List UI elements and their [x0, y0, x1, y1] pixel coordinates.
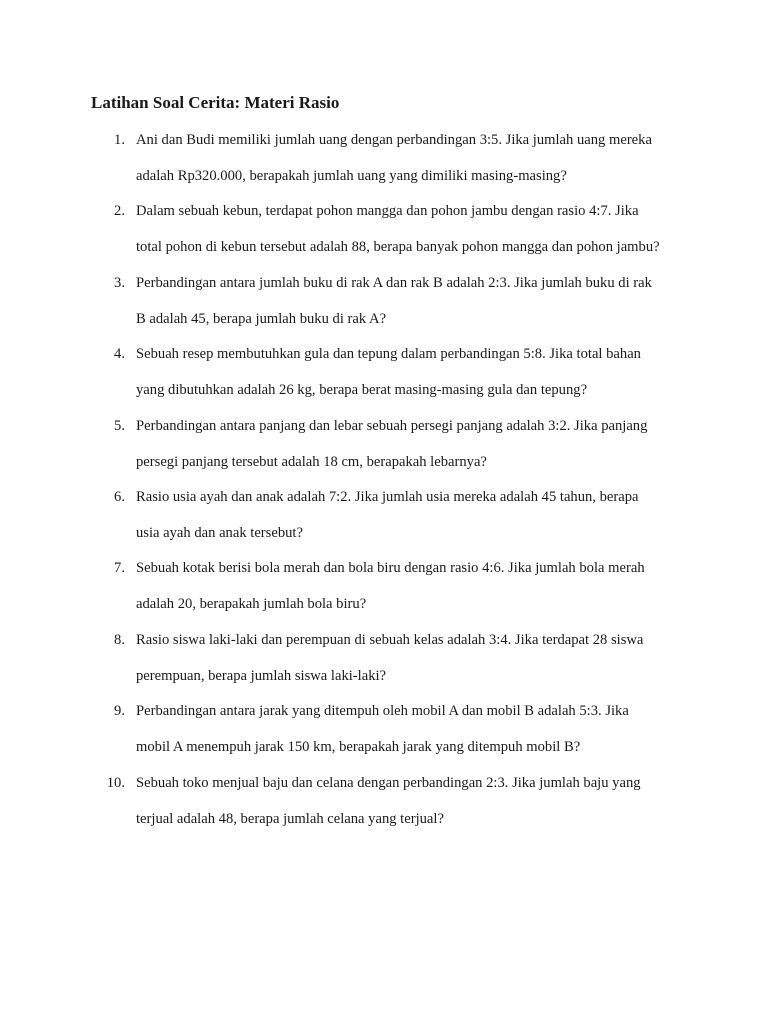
question-list — [0, 127, 768, 841]
question-number: 4. — [114, 346, 125, 363]
question-text-line-1: Perbandingan antara panjang dan lebar sebuah persegi panjang adalah 3:2. Jika panjang — [136, 417, 648, 434]
question-text-line-2: persegi panjang tersebut adalah 18 cm, berapakah lebarnya? — [136, 453, 487, 470]
question-text-line-1: Sebuah toko menjual baju dan celana dengan perbandingan 2:3. Jika jumlah baju yang — [136, 774, 641, 791]
question-text-line-1: Perbandingan antara jarak yang ditempuh oleh mobil A dan mobil B adalah 5:3. Jika — [136, 703, 629, 720]
question-item-4 — [0, 341, 768, 412]
question-item-1 — [0, 127, 768, 198]
question-text-line-2: adalah 20, berapakah jumlah bola biru? — [136, 596, 367, 613]
question-text-line-2: perempuan, berapa jumlah siswa laki-laki? — [136, 667, 387, 684]
question-number: 6. — [114, 488, 125, 505]
question-number: 2. — [114, 203, 125, 220]
question-number: 8. — [114, 631, 125, 648]
question-number: 3. — [114, 274, 125, 291]
question-text-line-2: mobil A menempuh jarak 150 km, berapakah jarak yang ditempuh mobil B? — [136, 739, 581, 756]
question-item-9 — [0, 698, 768, 769]
question-text-line-1: Perbandingan antara jumlah buku di rak A dan rak B adalah 2:3. Jika jumlah buku di rak — [136, 274, 652, 291]
question-item-8 — [0, 627, 768, 698]
question-number: 7. — [114, 560, 125, 577]
question-item-2 — [0, 198, 768, 269]
question-number: 1. — [114, 132, 125, 148]
question-text-line-1: Ani dan Budi memiliki jumlah uang dengan perbandingan 3:5. Jika jumlah uang mereka — [136, 132, 652, 148]
question-item-10 — [0, 770, 768, 841]
question-number: 9. — [114, 703, 125, 720]
question-text-line-2: terjual adalah 48, berapa jumlah celana yang terjual? — [136, 810, 444, 827]
question-number: 5. — [114, 417, 125, 434]
question-text-line-2: adalah Rp320.000, berapakah jumlah uang yang dimiliki masing-masing? — [136, 168, 567, 184]
question-text-line-1: Dalam sebuah kebun, terdapat pohon mangga dan pohon jambu dengan rasio 4:7. Jika — [136, 203, 639, 220]
question-item-7 — [0, 555, 768, 626]
question-text-line-1: Sebuah kotak berisi bola merah dan bola biru dengan rasio 4:6. Jika jumlah bola merah — [136, 560, 645, 577]
question-text-line-1: Sebuah resep membutuhkan gula dan tepung dalam perbandingan 5:8. Jika total bahan — [136, 346, 641, 363]
question-text-line-1: Rasio siswa laki-laki dan perempuan di sebuah kelas adalah 3:4. Jika terdapat 28 siswa — [136, 631, 644, 648]
question-text-line-2: total pohon di kebun tersebut adalah 88, berapa banyak pohon mangga dan pohon jambu? — [136, 239, 660, 256]
question-number: 10. — [106, 774, 125, 791]
question-text-line-2: B adalah 45, berapa jumlah buku di rak A? — [136, 310, 387, 327]
question-item-3 — [0, 270, 768, 341]
question-text-line-1: Rasio usia ayah dan anak adalah 7:2. Jika jumlah usia mereka adalah 45 tahun, berapa — [136, 488, 639, 505]
question-text-line-2: yang dibutuhkan adalah 26 kg, berapa berat masing-masing gula dan tepung? — [136, 382, 588, 399]
question-item-5 — [0, 413, 768, 484]
document-title: Latihan Soal Cerita: Materi Rasio — [91, 93, 340, 112]
question-item-6 — [0, 484, 768, 555]
question-text-line-2: usia ayah dan anak tersebut? — [136, 524, 303, 541]
